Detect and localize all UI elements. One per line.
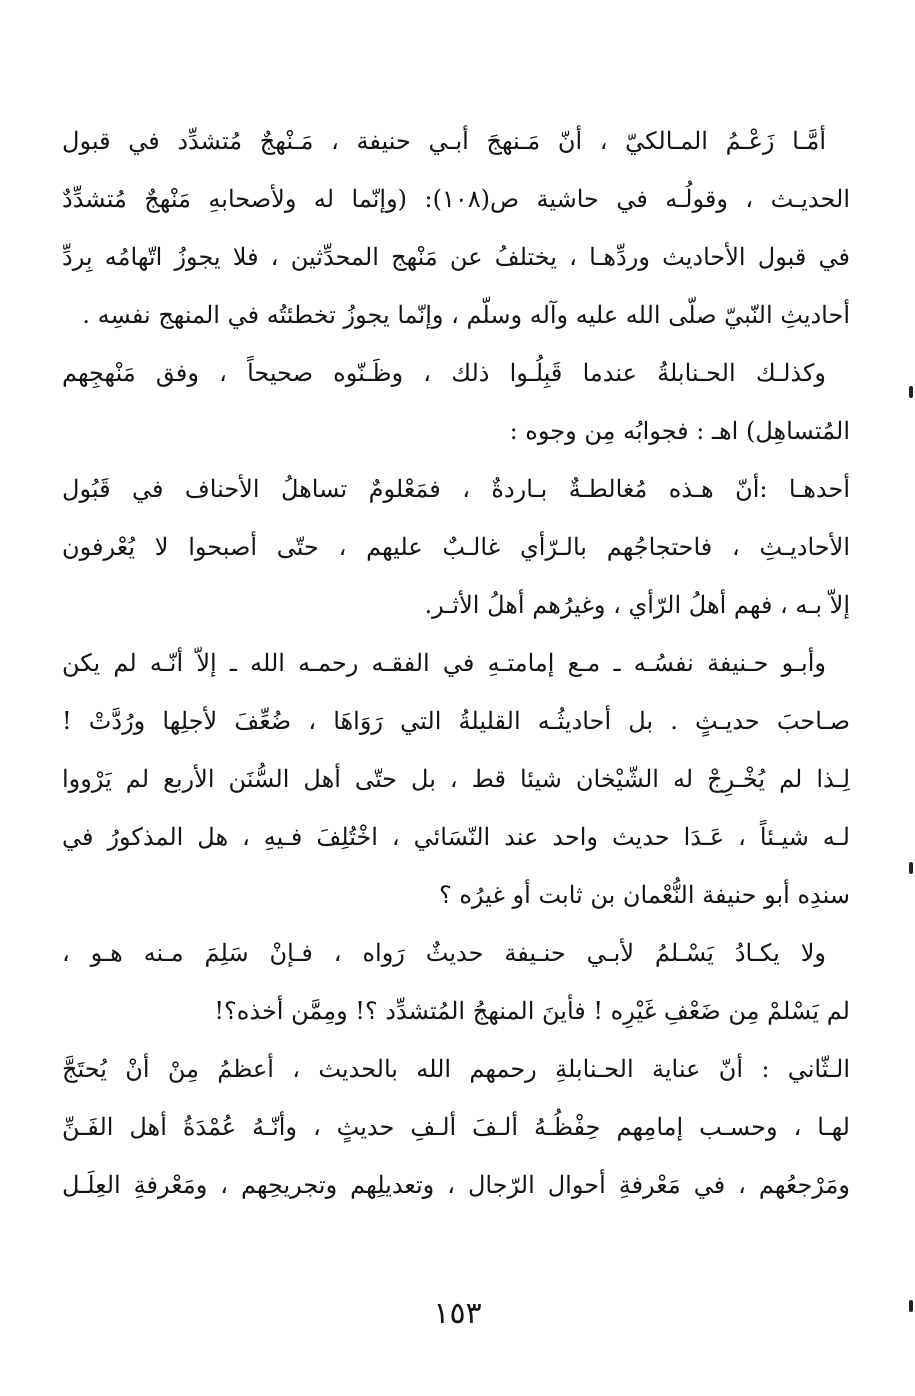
paragraph-4: [62, 634, 850, 924]
text-line: أحدهـا :أنّ هـذه مُغالطـةٌ بـاردةٌ ، فمَعْلومٌ تساهلُ الأحناف في قَبُول: [62, 475, 850, 503]
paragraph-5: [62, 924, 850, 1040]
text-line: وكذلـك الحـنابلةُ عندما قَبِلُـوا ذلك ، وظَـنّوه صحيحاً ، وفق مَنْهجِهم: [62, 359, 826, 387]
text-line: المُتساهِل) اهـ : فجوابُه مِن وجوه :: [509, 417, 850, 445]
scan-edge-mark: [909, 386, 913, 398]
text-line: في قبول الأحاديث وردِّهـا ، يختلفُ عن مَنْهج المحدِّثين ، فلا يجوزُ اتّهامُه بِردِّ: [62, 243, 850, 271]
text-line: الحديـث ، وقولُـه في حاشية ص(١٠٨): (وإنّما له ولأصحابهِ مَنْهجٌ مُتشدِّدٌ: [62, 185, 850, 213]
text-line: سندِه أبو حنيفة النُّعْمان بن ثابت أو غيرُه ؟: [438, 881, 850, 909]
text-line: ومَرْجعُهم ، في مَعْرفةِ أحوال الرّجال ، وتعديلِهم وتجريحِهم ، ومَعْرفةِ العِلَـل: [62, 1171, 850, 1199]
text-line: لـه شيـئاً ، عَـدَا حديث واحد عند النّسَائي ، اخْتُلِفَ فـيهِ ، هل المذكورُ في: [62, 823, 850, 851]
page-number: ١٥٣: [433, 1296, 482, 1331]
paragraph-1: [62, 112, 850, 344]
text-line: إلاّ بـه ، فهم أهلُ الرّأي ، وغيرُهم أهلُ الأثـر.: [424, 591, 850, 619]
text-line: لِـذا لم يُخْـرِجْ له الشّيْخان شيئا قط ، بل حتّى أهل السُّنَن الأربع لم يَرْووا: [62, 765, 850, 793]
text-line: الـثّاني : أنّ عناية الحـنابلةِ رحمهم الله بالحديث ، أعظمُ مِنْ أنْ يُحتَجَّ: [62, 1055, 850, 1083]
text-line: أمَّـا زَعْـمُ المـالكيّ ، أنّ مَـنهجَ أبـي حنيفة ، مَـنْهجٌ مُتشدِّد في قبول: [62, 127, 826, 155]
text-line: صـاحبَ حديـثٍ . بل أحاديثُـه القليلةُ التي رَوَاهَا ، ضُعِّفَ لأجلِها ورُدَّتْ !: [62, 707, 850, 735]
paragraph-3: [62, 460, 850, 634]
paragraph-2: [62, 344, 850, 460]
text-line: الأحاديـثِ ، فاحتجاجُهم بالـرّأي غالـبٌ عليهم ، حتّى أصبحوا لا يُعْرفون: [62, 533, 850, 561]
scan-edge-mark: [909, 1300, 913, 1312]
text-line: لم يَسْلمْ مِن ضَعْفِ غَيْرِه ! فأينَ المنهجُ المُتشدِّد ؟! ومِمَّن أخذه؟!: [214, 997, 850, 1025]
text-line: لهـا ، وحسـب إمامِهم حِفْظُـهُ ألـفَ ألـفِ حديثٍ ، وأنّـهُ عُمْدَةُ أهل الفَـنِّ: [62, 1113, 850, 1141]
text-line: ولا يكـادُ يَسْـلمُ لأبـي حنـيفة حديثٌ رَواه ، فـإنْ سَلِمَ مـنه هـو ،: [62, 939, 826, 967]
text-line: أحاديثِ النّبيّ صلّى الله عليه وآله وسلّم ، وإنّما يجوزُ تخطئتُه في المنهج نفسِه .: [82, 301, 850, 329]
scan-edge-mark: [909, 862, 913, 874]
paragraph-6: [62, 1040, 850, 1214]
body-text: [62, 112, 850, 1214]
text-line: وأبـو حـنيفة نفسُـه ـ مـع إمامتـهِ في الفقـه رحمـه الله ـ إلاّ أنّـه لم يكن: [62, 649, 826, 677]
